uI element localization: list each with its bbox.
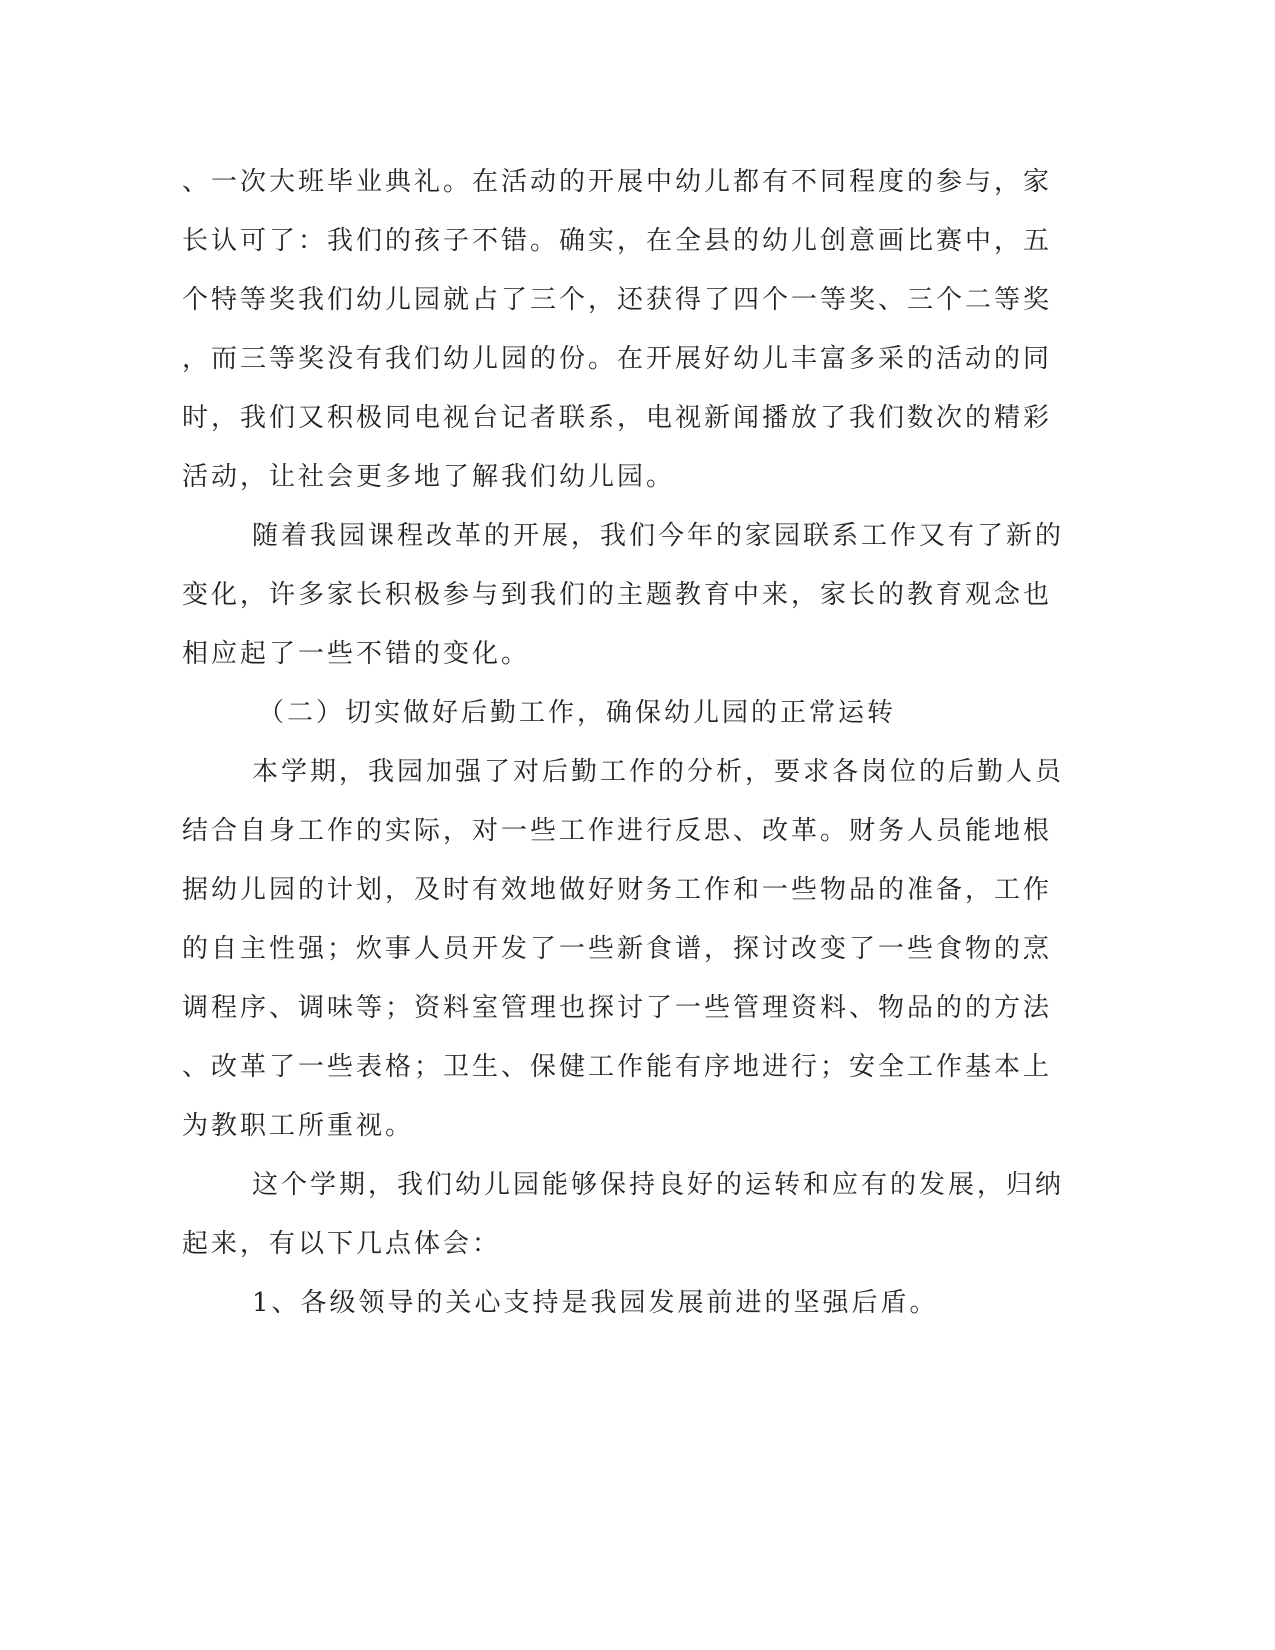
text-line: 的自主性强；炊事人员开发了一些新食谱，探讨改变了一些食物的烹 xyxy=(182,934,1053,964)
text-line: 起来，有以下几点体会： xyxy=(182,1229,502,1259)
text-line: 、一次大班毕业典礼。在活动的开展中幼儿都有不同程度的参与，家 xyxy=(182,167,1053,197)
text-line: 变化，许多家长积极参与到我们的主题教育中来，家长的教育观念也 xyxy=(182,580,1053,610)
document-body xyxy=(182,153,1065,1333)
text-line: 相应起了一些不错的变化。 xyxy=(182,639,531,669)
list-item-line: 1、各级领导的关心支持是我园发展前进的坚强后盾。 xyxy=(252,1288,939,1318)
paragraph-start-line: 这个学期，我们幼儿园能够保持良好的运转和应有的发展，归纳 xyxy=(252,1170,1065,1200)
text-line: 结合自身工作的实际，对一些工作进行反思、改革。财务人员能地根 xyxy=(182,816,1053,846)
text-line: 调程序、调味等；资料室管理也探讨了一些管理资料、物品的的方法 xyxy=(182,993,1053,1023)
text-line: ，而三等奖没有我们幼儿园的份。在开展好幼儿丰富多采的活动的同 xyxy=(182,344,1053,374)
text-line: 时，我们又积极同电视台记者联系，电视新闻播放了我们数次的精彩 xyxy=(182,403,1053,433)
text-line: 个特等奖我们幼儿园就占了三个，还获得了四个一等奖、三个二等奖 xyxy=(182,285,1053,315)
text-line: 据幼儿园的计划，及时有效地做好财务工作和一些物品的准备，工作 xyxy=(182,875,1053,905)
paragraph-start-line: 随着我园课程改革的开展，我们今年的家园联系工作又有了新的 xyxy=(252,521,1065,551)
section-heading: （二）切实做好后勤工作，确保幼儿园的正常运转 xyxy=(258,698,897,728)
text-line: 、改革了一些表格；卫生、保健工作能有序地进行；安全工作基本上 xyxy=(182,1052,1053,1082)
text-line: 长认可了：我们的孩子不错。确实，在全县的幼儿创意画比赛中，五 xyxy=(182,226,1053,256)
text-line: 活动，让社会更多地了解我们幼儿园。 xyxy=(182,462,676,492)
paragraph-start-line: 本学期，我园加强了对后勤工作的分析，要求各岗位的后勤人员 xyxy=(252,757,1065,787)
text-line: 为教职工所重视。 xyxy=(182,1111,415,1141)
